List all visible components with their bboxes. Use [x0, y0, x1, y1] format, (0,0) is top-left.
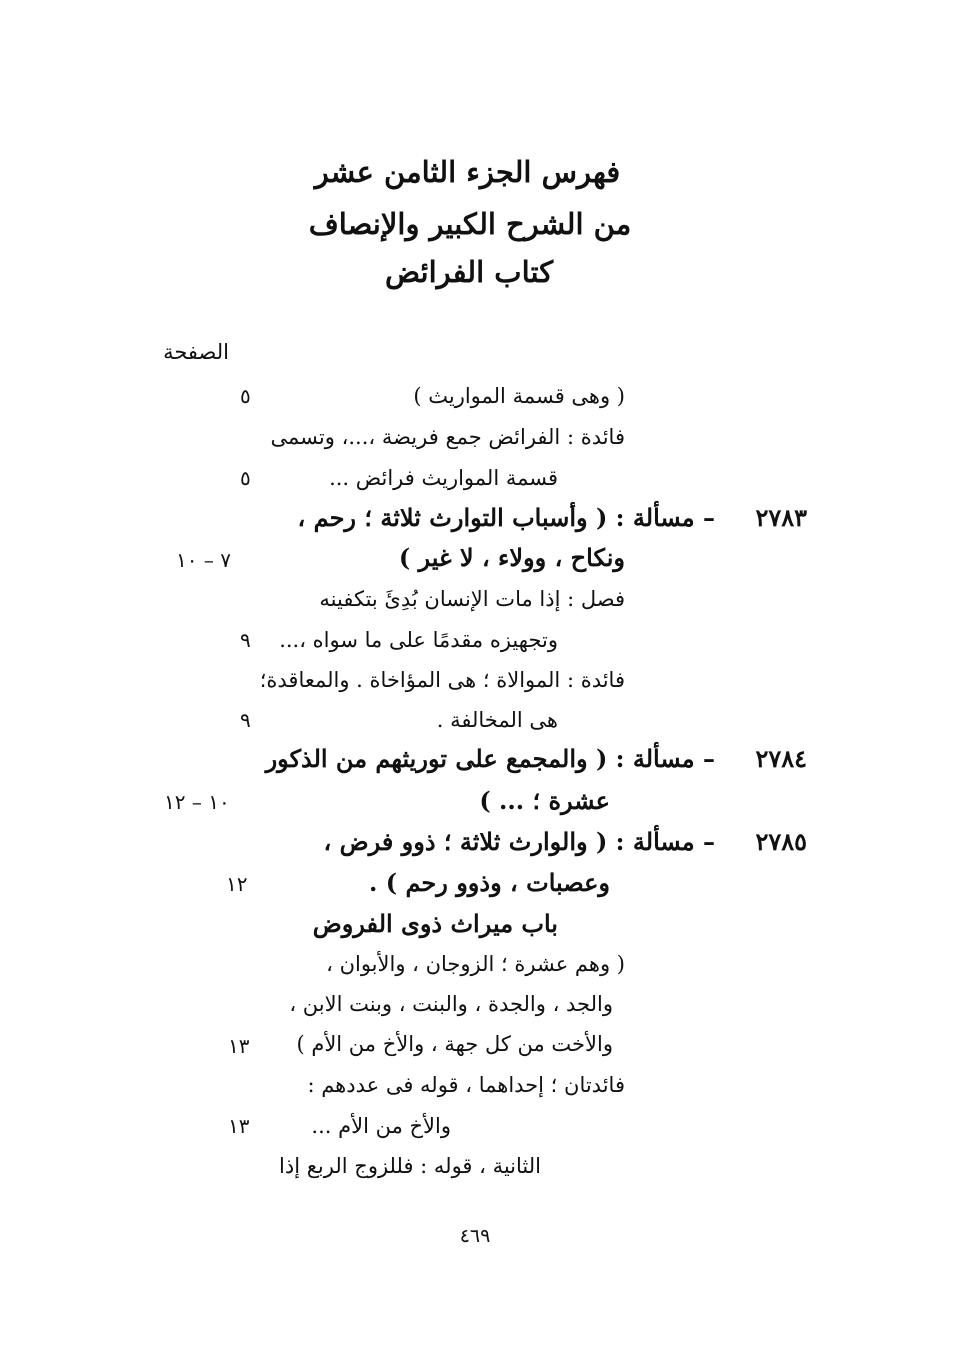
- entry-page: ١٣: [228, 1034, 250, 1058]
- entry-text: ( وهى قسمة المواريث ): [413, 384, 625, 408]
- entry-number: ٢٧٨٣: [755, 503, 807, 532]
- entry-text: والأخت من كل جهة ، والأخ من الأم ): [296, 1032, 613, 1056]
- entry-page: ١٢: [226, 872, 248, 896]
- entry-number: ٢٧٨٥: [755, 827, 807, 856]
- entry-text: – مسألة : ( والمجمع على توريثهم من الذكور: [265, 744, 715, 773]
- entry-page: ١٠ – ١٢: [164, 790, 230, 814]
- entry-text: عشرة ؛ ... ): [479, 786, 610, 815]
- entry-text: – مسألة : ( وأسباب التوارث ثلاثة ؛ رحم ،: [297, 503, 715, 532]
- entry-text: والجد ، والجدة ، والبنت ، وبنت الابن ،: [289, 992, 613, 1016]
- index-title-line3: كتاب الفرائض: [384, 255, 553, 289]
- entry-text: وعصبات ، وذوو رحم ) .: [369, 868, 610, 897]
- entry-text: – مسألة : ( والوارث ثلاثة ؛ ذوو فرض ،: [323, 827, 715, 856]
- entry-text: فصل : إذا مات الإنسان بُدِئَ بتكفينه: [319, 587, 625, 611]
- entry-page: ٥: [240, 466, 251, 490]
- entry-text: قسمة المواريث فرائض ...: [329, 466, 558, 490]
- entry-text: الثانية ، قوله : فللزوج الربع إذا: [279, 1154, 541, 1178]
- section-heading: باب ميراث ذوى الفروض: [312, 909, 558, 938]
- entry-text: ونكاح ، وولاء ، لا غير ): [398, 543, 625, 572]
- entry-page: ٧ – ١٠: [176, 548, 231, 572]
- index-title-line1: فهرس الجزء الثامن عشر: [314, 155, 621, 189]
- entry-text: فائدة : الفرائض جمع فريضة ،...، وتسمى: [270, 425, 625, 449]
- entry-text: فائدتان ؛ إحداهما ، قوله فى عددهم :: [307, 1073, 625, 1097]
- entry-page: ٥: [240, 384, 251, 408]
- page-number: ٤٦٩: [459, 1225, 491, 1247]
- entry-text: ( وهم عشرة ؛ الزوجان ، والأبوان ،: [326, 952, 625, 976]
- page-column-header: الصفحة: [163, 340, 229, 364]
- entry-text: فائدة : الموالاة ؛ هى المؤاخاة . والمعاقدة؛: [259, 668, 625, 692]
- entry-page: ٩: [240, 628, 251, 652]
- entry-text: والأخ من الأم ...: [311, 1114, 451, 1138]
- entry-page: ٩: [240, 708, 251, 732]
- index-title-line2: من الشرح الكبير والإنصاف: [308, 207, 632, 241]
- entry-text: وتجهيزه مقدمًا على ما سواه ،...: [279, 628, 558, 652]
- entry-text: هى المخالفة .: [436, 708, 558, 732]
- entry-page: ١٣: [228, 1114, 250, 1138]
- entry-number: ٢٧٨٤: [755, 744, 807, 773]
